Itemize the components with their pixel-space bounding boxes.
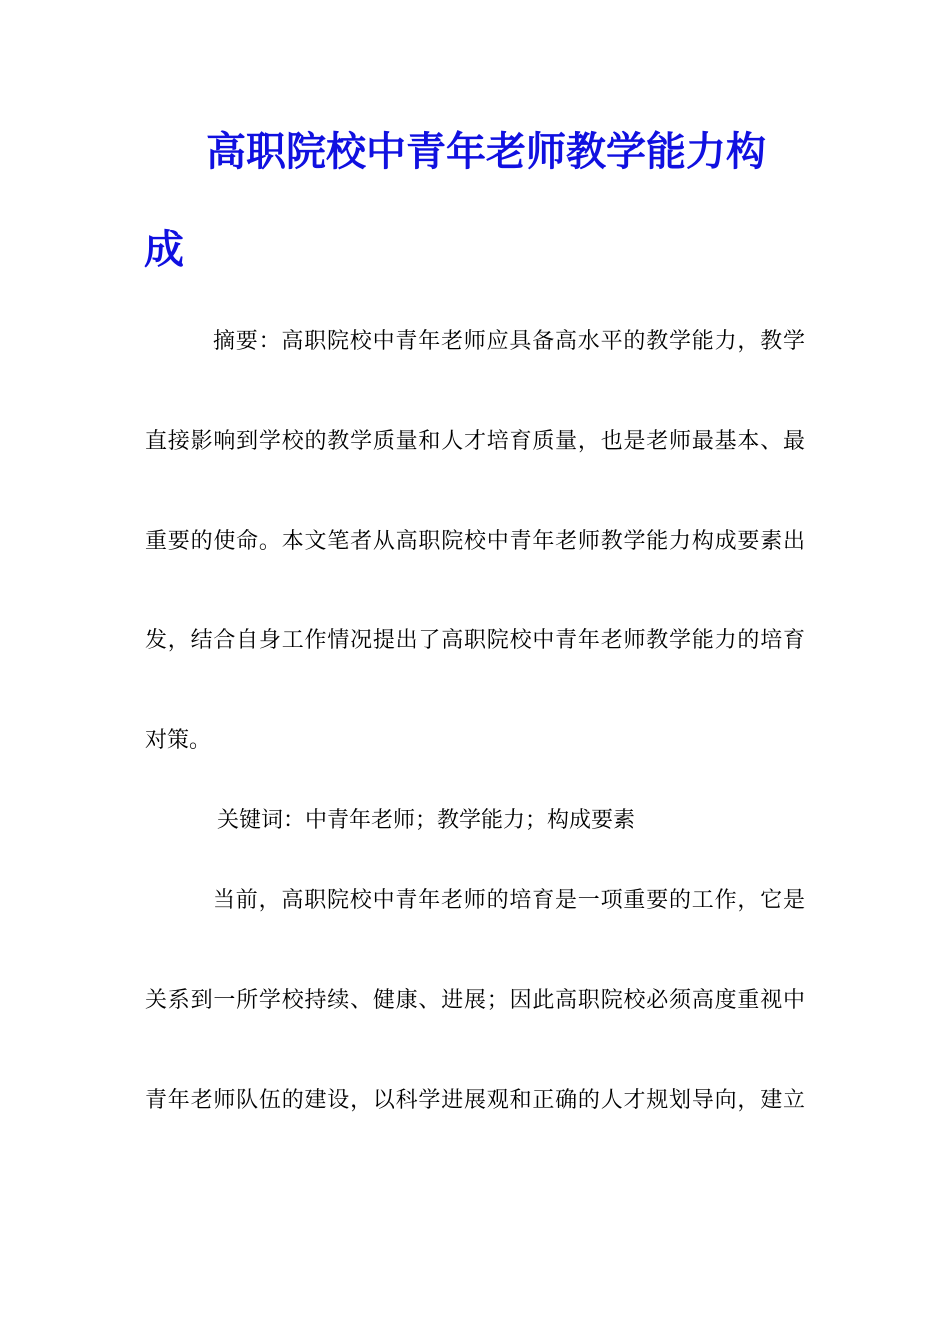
abstract-line-2: 直接影响到学校的教学质量和人才培育质量，也是老师最基本、最 xyxy=(145,429,805,454)
abstract-line-4: 发，结合自身工作情况提出了高职院校中青年老师教学能力的培育 xyxy=(145,628,805,653)
body-line-3: 青年老师队伍的建设，以科学进展观和正确的人才规划导向，建立 xyxy=(145,1088,805,1113)
document-title-line-1: 高职院校中青年老师教学能力构 xyxy=(206,128,766,175)
document-title-line-2: 成 xyxy=(144,226,184,273)
abstract-line-5: 对策。 xyxy=(145,728,212,753)
abstract-line-1: 摘要：高职院校中青年老师应具备高水平的教学能力，教学 xyxy=(213,329,805,354)
body-line-2: 关系到一所学校持续、健康、进展；因此高职院校必须高度重视中 xyxy=(145,988,805,1013)
abstract-line-3: 重要的使命。本文笔者从高职院校中青年老师教学能力构成要素出 xyxy=(145,529,805,554)
keywords-line: 关键词：中青年老师；教学能力；构成要素 xyxy=(217,808,636,833)
body-line-1: 当前，高职院校中青年老师的培育是一项重要的工作，它是 xyxy=(213,888,805,913)
